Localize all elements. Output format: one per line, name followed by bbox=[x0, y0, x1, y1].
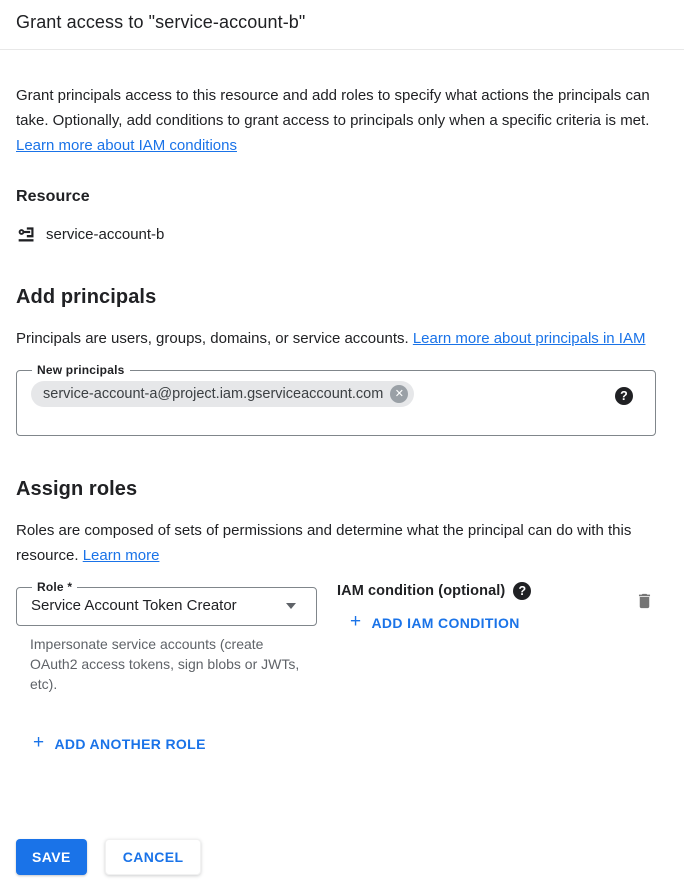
roles-learn-more-link[interactable]: Learn more bbox=[82, 547, 160, 564]
iam-condition-column bbox=[337, 580, 612, 633]
delete-role-button[interactable] bbox=[633, 589, 656, 613]
new-principals-label: New principals bbox=[37, 363, 125, 377]
delete-role-column bbox=[612, 580, 656, 613]
principal-chip-text: service-account-a@project.iam.gserviceaccount.com bbox=[43, 386, 384, 402]
role-binding-row bbox=[16, 580, 668, 694]
principals-description bbox=[16, 326, 664, 351]
role-column bbox=[16, 580, 317, 694]
role-helper-text: Impersonate service accounts (create OAuth2 access tokens, sign blobs or JWTs, etc). bbox=[30, 636, 300, 692]
add-another-role-label: ADD ANOTHER ROLE bbox=[54, 735, 206, 752]
role-select[interactable] bbox=[16, 580, 317, 626]
add-role-wrap bbox=[16, 734, 668, 754]
assign-roles-heading: Assign roles bbox=[16, 478, 138, 500]
principal-chip[interactable] bbox=[31, 381, 414, 407]
trash-icon bbox=[635, 591, 654, 611]
principals-description-text: Principals are users, groups, domains, or service accounts. bbox=[16, 330, 413, 347]
dialog-content bbox=[0, 83, 684, 754]
plus-icon: + bbox=[33, 732, 45, 753]
roles-description-text: Roles are composed of sets of permissions and determine what the principal can do with this resource. bbox=[16, 522, 632, 564]
save-button[interactable]: SAVE bbox=[16, 839, 87, 875]
add-another-role-button[interactable] bbox=[33, 734, 206, 753]
chevron-down-icon bbox=[286, 603, 296, 609]
principals-learn-more-link[interactable]: Learn more about principals in IAM bbox=[412, 330, 646, 347]
dialog-title: Grant access to "service-account-b" bbox=[16, 12, 306, 32]
roles-description bbox=[16, 518, 664, 568]
resource-row bbox=[16, 224, 668, 244]
intro-paragraph bbox=[16, 83, 664, 158]
add-principals-heading: Add principals bbox=[16, 286, 157, 308]
add-iam-condition-button[interactable] bbox=[350, 613, 520, 632]
role-select-value: Service Account Token Creator bbox=[31, 597, 237, 614]
plus-icon: + bbox=[350, 611, 362, 632]
dialog-actions bbox=[16, 839, 201, 875]
principals-help-icon[interactable]: ? bbox=[615, 387, 633, 405]
resource-name: service-account-b bbox=[46, 225, 165, 243]
iam-condition-label: IAM condition (optional) bbox=[337, 583, 506, 599]
new-principals-field[interactable] bbox=[16, 363, 656, 436]
resource-heading: Resource bbox=[16, 188, 90, 205]
service-account-icon bbox=[16, 224, 36, 244]
cancel-button[interactable]: CANCEL bbox=[105, 839, 202, 875]
dialog-header bbox=[0, 0, 684, 50]
iam-conditions-link[interactable]: Learn more about IAM conditions bbox=[16, 137, 237, 154]
intro-text: Grant principals access to this resource and add roles to specify what actions the principals can take. Optionally, add conditions to grant access to principals only when a specific criteria is met. bbox=[16, 87, 650, 129]
chip-close-icon[interactable]: ✕ bbox=[390, 385, 408, 403]
role-select-label: Role * bbox=[37, 580, 73, 594]
add-iam-condition-label: ADD IAM CONDITION bbox=[371, 614, 520, 631]
iam-condition-help-icon[interactable]: ? bbox=[513, 582, 531, 600]
